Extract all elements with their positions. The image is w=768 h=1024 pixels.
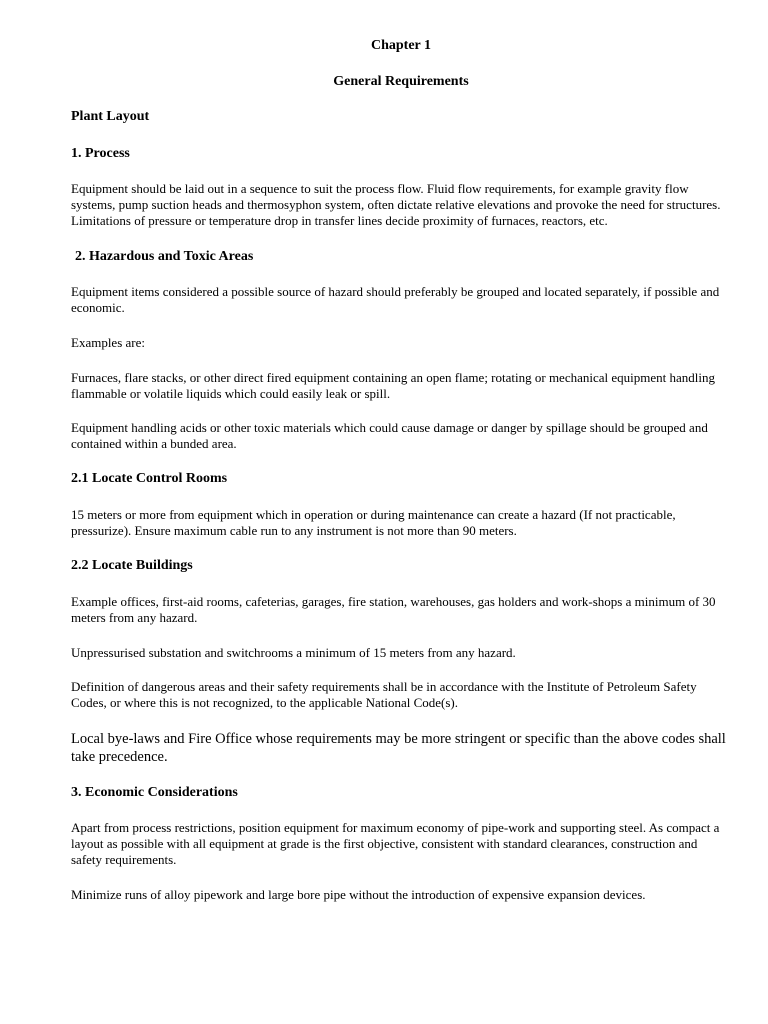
paragraph-economy: Apart from process restrictions, position equipment for maximum economy of pipe-work and supporting steel. As compact a layout as possible with all equipment at grade is the first objective, consistent with standard clearances, construction and safety requirements. — [71, 820, 720, 867]
section-heading-plant-layout: Plant Layout — [71, 109, 150, 124]
paragraph-buildings-distance: Example offices, first-aid rooms, cafeterias, garages, fire station, warehouses, gas holders and work-shops a minimum of 30 meters from any hazard. — [71, 594, 716, 625]
paragraph-local-bye-laws: Local bye-laws and Fire Office whose requirements may be more stringent or specific than the above codes shall take precedence. — [71, 731, 726, 765]
heading-economic: 3. Economic Considerations — [71, 785, 238, 800]
heading-control-rooms: 2.1 Locate Control Rooms — [71, 471, 228, 486]
paragraph-alloy-pipework: Minimize runs of alloy pipework and large bore pipe without the introduction of expensive expansion devices. — [71, 887, 646, 902]
paragraph-hazard-examples: Furnaces, flare stacks, or other direct fired equipment containing an open flame; rotating or mechanical equipment handling flammable or volatile liquids which could easily leak or spill. — [71, 370, 715, 401]
paragraph-toxic-materials: Equipment handling acids or other toxic materials which could cause damage or danger by spillage should be grouped and contained within a bunded area. — [71, 420, 708, 451]
chapter-title: Chapter 1 — [370, 38, 432, 53]
paragraph-examples-intro: Examples are: — [71, 335, 145, 350]
heading-buildings: 2.2 Locate Buildings — [71, 558, 193, 573]
heading-hazardous-areas: 2. Hazardous and Toxic Areas — [75, 249, 254, 264]
paragraph-hazard-grouping: Equipment items considered a possible source of hazard should preferably be grouped and located separately, if possible and economic. — [71, 284, 720, 315]
paragraph-dangerous-areas: Definition of dangerous areas and their safety requirements shall be in accordance with the Institute of Petroleum Safety Codes, or where this is not recognized, to the applicable National Code(s). — [71, 679, 697, 710]
document-title: General Requirements — [333, 74, 469, 89]
paragraph-substation: Unpressurised substation and switchrooms a minimum of 15 meters from any hazard. — [71, 645, 516, 660]
heading-process: 1. Process — [71, 146, 130, 161]
paragraph-process: Equipment should be laid out in a sequence to suit the process flow. Fluid flow requirements, for example gravity flow systems, pump suction heads and thermosyphon system, often dictate relative elevations and provoke the need for structures. Limitations of pressure or temperature drop in transfer lines decide proximity of furnaces, reactors, etc. — [71, 181, 721, 228]
paragraph-control-rooms: 15 meters or more from equipment which in operation or during maintenance can create a hazard (If not practicable, pressurize). Ensure maximum cable run to any instrument is not more than 90 meters. — [71, 507, 676, 538]
